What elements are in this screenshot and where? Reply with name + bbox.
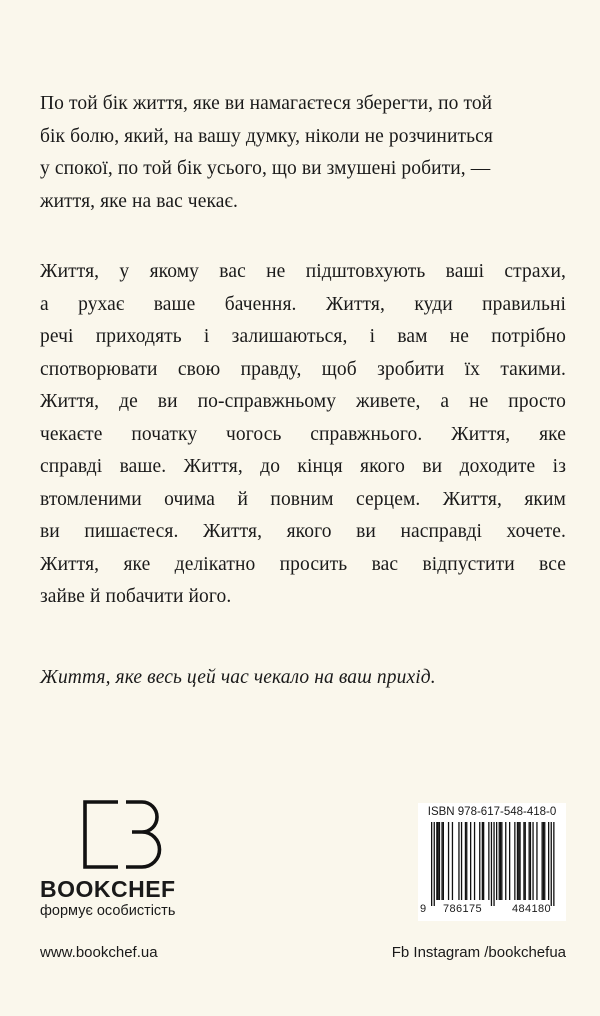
barcode-bar — [501, 822, 502, 900]
barcode-bar — [483, 822, 484, 900]
barcode-bar — [488, 822, 489, 900]
social-links[interactable]: Fb Instagram /bookchefua — [391, 944, 566, 961]
text-line: втомленими очима й повним серцем. Життя, яким — [40, 488, 566, 510]
text-line: Життя, яке делікатно просить вас відпустити все — [40, 553, 566, 575]
barcode-bar — [491, 822, 492, 906]
barcode-digits-right: 484180 — [511, 903, 552, 915]
barcode-bar — [530, 822, 531, 900]
main-paragraph — [40, 256, 566, 614]
publisher-tagline: формує особистість — [40, 903, 176, 919]
barcode-bar — [505, 822, 506, 900]
barcode-bar — [496, 822, 497, 900]
publisher-name: BOOKCHEF — [40, 876, 176, 902]
barcode-bar — [438, 822, 439, 900]
barcode-bar — [431, 822, 432, 906]
barcode-bar — [448, 822, 449, 900]
barcode-bar — [470, 822, 471, 900]
text-line: Життя, яке весь цей час чекало на ваш прихід. — [40, 667, 436, 688]
barcode-bar — [548, 822, 549, 900]
barcode-bar — [525, 822, 526, 900]
text-line: життя, яке на вас чекає. — [40, 190, 238, 212]
text-line: зайве й побачити його. — [40, 586, 232, 607]
barcode-digits — [418, 903, 566, 915]
barcode-bar — [436, 822, 437, 900]
text-line: ви пишаєтеся. Життя, якого ви насправді хочете. — [40, 521, 566, 542]
text-line: бік болю, який, на вашу думку, ніколи не розчиниться — [40, 125, 493, 147]
barcode-bar — [439, 822, 440, 900]
barcode-bar — [434, 822, 435, 906]
barcode-bar — [465, 822, 466, 900]
barcode-bar — [523, 822, 524, 900]
barcode-bar — [458, 822, 459, 900]
barcode-bar — [482, 822, 483, 900]
isbn-label: ISBN 978-617-548-418-0 — [427, 806, 557, 818]
barcode-bar — [493, 822, 494, 906]
isbn-barcode — [418, 803, 566, 921]
barcode-bar — [466, 822, 467, 900]
text-line: спотворювати свою правду, щоб зробити їх такими. — [40, 358, 566, 380]
text-line: речі приходять і залишаються, і вам не потрібно — [40, 326, 566, 347]
text-line: справді ваше. Життя, до кінця якого ви доходите із — [40, 456, 566, 477]
barcode-bars — [426, 822, 558, 908]
barcode-bar — [500, 822, 501, 900]
barcode-digit-first: 9 — [419, 903, 427, 915]
barcode-bar — [519, 822, 520, 900]
text-line: Життя, де ви по-справжньому живете, а не просто — [40, 391, 566, 412]
text-line: у спокої, по той бік усього, що ви змушені робити, — — [40, 158, 491, 179]
barcode-bar — [536, 822, 537, 900]
text-line: Життя, у якому вас не підштовхують ваші страхи, — [40, 261, 566, 282]
barcode-bar — [518, 822, 519, 900]
barcode-bar — [452, 822, 453, 900]
barcode-bar — [509, 822, 510, 900]
text-line: а рухає ваше бачення. Життя, куди правильні — [40, 293, 566, 315]
barcode-bar — [551, 822, 552, 906]
text-line: чекаєте початку чогось справжнього. Життя, яке — [40, 423, 566, 445]
closing-italic-line — [40, 662, 566, 695]
barcode-bar — [514, 822, 515, 900]
barcode-bar — [479, 822, 480, 900]
intro-paragraph — [40, 88, 566, 218]
bookchef-logo-icon — [82, 800, 162, 870]
barcode-bar — [542, 822, 543, 900]
barcode-bar — [441, 822, 442, 900]
barcode-bar — [543, 822, 544, 900]
text-line: По той бік життя, яке ви намагаєтеся зберегти, по той — [40, 93, 493, 114]
barcode-bar — [499, 822, 500, 900]
barcode-bar — [443, 822, 444, 900]
barcode-bar — [474, 822, 475, 900]
barcode-bar — [532, 822, 533, 900]
barcode-bar — [461, 822, 462, 900]
barcode-digits-left: 786175 — [442, 903, 483, 915]
website-link[interactable]: www.bookchef.ua — [40, 944, 158, 961]
barcode-bar — [517, 822, 518, 900]
barcode-bar — [544, 822, 545, 900]
barcode-bar — [553, 822, 554, 906]
barcode-bar — [529, 822, 530, 900]
